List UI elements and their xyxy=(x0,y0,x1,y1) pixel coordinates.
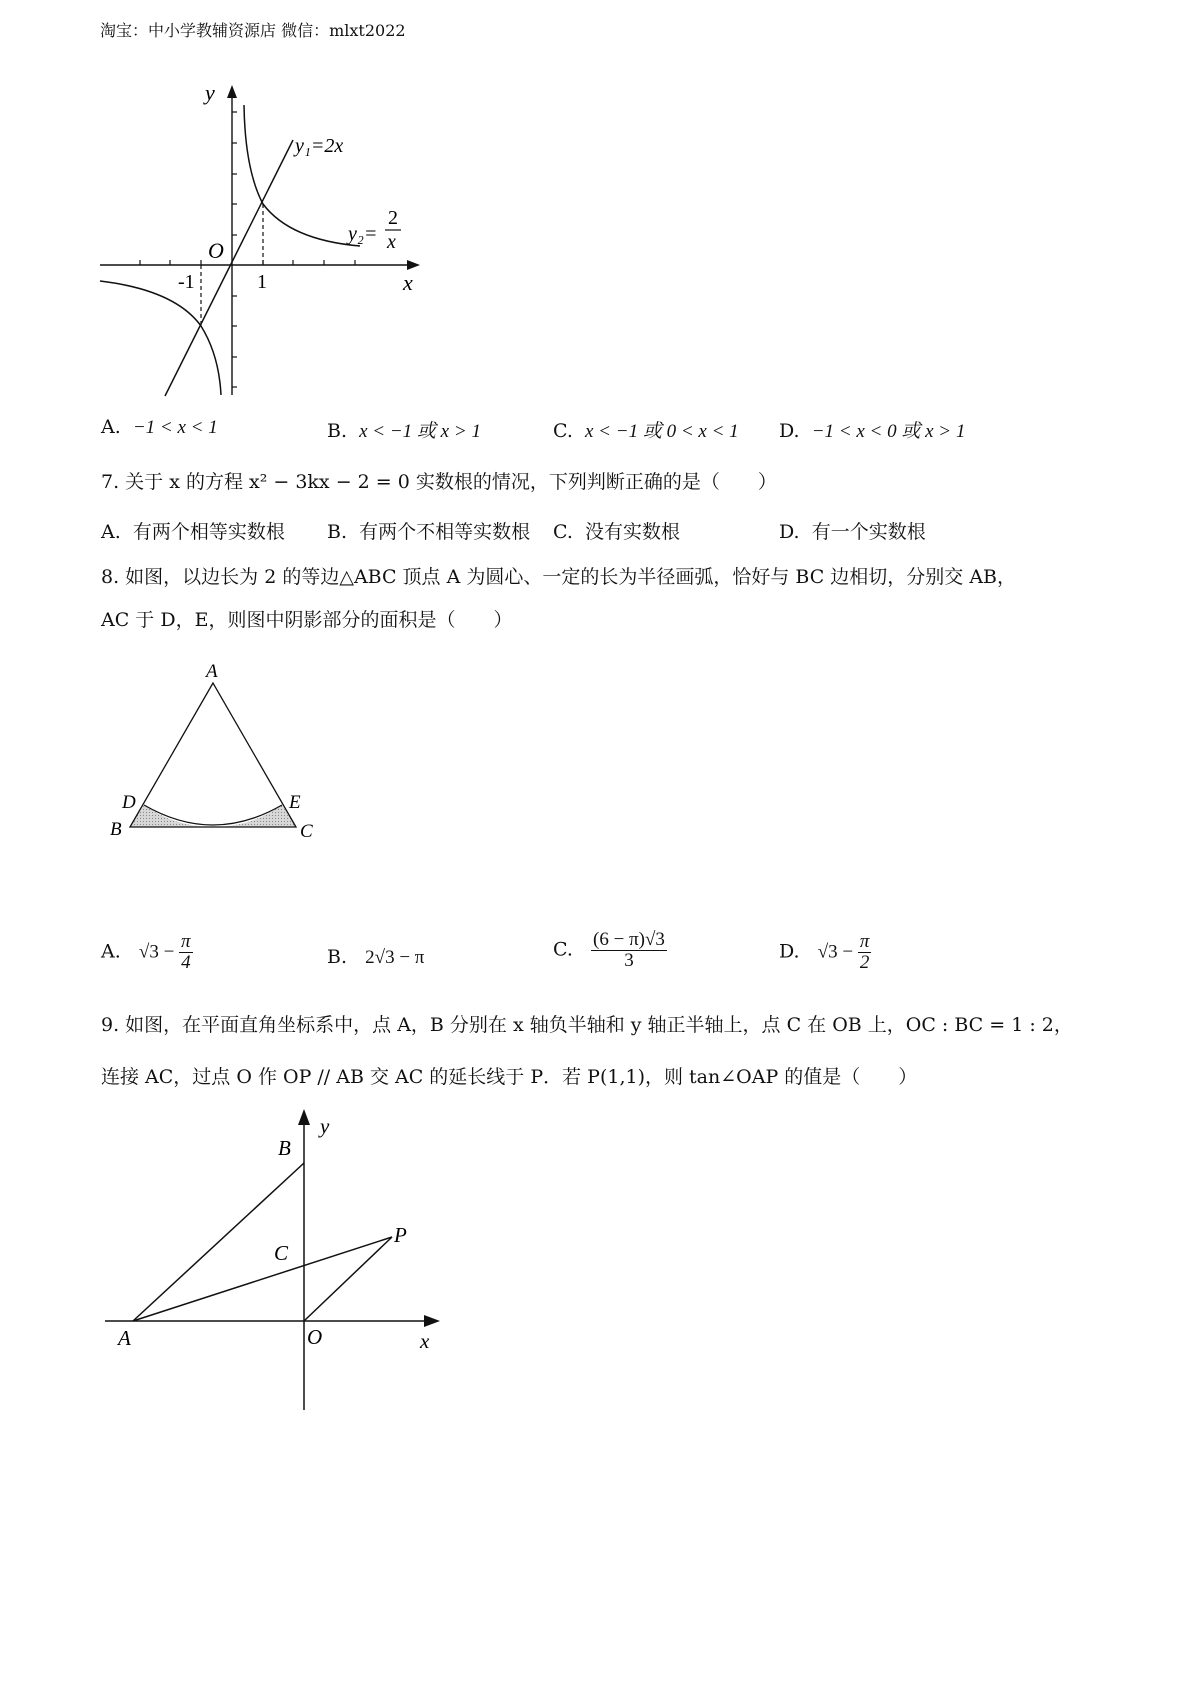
q8-option-a[interactable]: A. √3 − $\frac{\pi}{4}$ xyxy=(101,931,191,973)
y-axis-arrow xyxy=(227,85,237,98)
x-axis-arrow xyxy=(407,260,420,270)
x-axis-label: x xyxy=(420,1329,430,1353)
point-label-e: E xyxy=(289,792,301,813)
x-axis-arrow xyxy=(424,1315,440,1327)
hyperbola-branch-right xyxy=(244,105,360,246)
q8-stem-line1: 8. 如图，以边长为 2 的等边△ABC 顶点 A 为圆心、一定的长为半径画弧，恰好与 BC 边相切，分别交 AB， xyxy=(101,566,1017,588)
y-axis-arrow xyxy=(298,1109,310,1125)
point-label-c: C xyxy=(300,821,313,842)
page-header: 淘宝：中小学教辅资源店 微信：mlxt2022 xyxy=(100,21,406,40)
curve-label: y₂= xyxy=(348,223,378,245)
x-axis-label: x xyxy=(403,270,413,295)
point-label-b: B xyxy=(110,819,122,840)
hyperbola-branch-left xyxy=(100,281,221,395)
segment-ap xyxy=(133,1237,392,1321)
q8-option-c[interactable]: C. $\frac{(6 - \pi)√3}{3}$ xyxy=(553,929,665,971)
point-label-p: P xyxy=(394,1223,407,1247)
q8-option-d[interactable]: D. √3 − $\frac{\pi}{2}$ xyxy=(779,931,870,973)
y-axis-label: y xyxy=(205,80,215,105)
q7-option-b[interactable]: B. 有两个不相等实数根 xyxy=(327,521,531,543)
origin-label: O xyxy=(208,238,224,263)
q9-stem-line1: 9. 如图，在平面直角坐标系中，点 A，B 分别在 x 轴负半轴和 y 轴正半轴上，点 C 在 OB 上，OC : BC = 1 : 2， xyxy=(101,1014,1073,1036)
q8-option-b[interactable]: B. 2√3 − π xyxy=(327,946,425,968)
q8-triangle-figure xyxy=(100,655,330,845)
line-y1 xyxy=(165,140,293,396)
curve-label-num: 2 xyxy=(388,207,398,229)
point-label-c: C xyxy=(274,1241,289,1265)
point-label-d: D xyxy=(122,792,136,813)
q6-option-b[interactable]: B. x < −1 或 x > 1 xyxy=(327,420,481,442)
q6-option-a[interactable]: A. −1 < x < 1 xyxy=(101,416,218,438)
q8-stem-line2: AC 于 D，E，则图中阴影部分的面积是（ ） xyxy=(101,609,513,631)
tick-label-neg1: -1 xyxy=(178,271,195,293)
q6-option-c[interactable]: C. x < −1 或 0 < x < 1 xyxy=(553,420,739,442)
y-axis-label: y xyxy=(320,1114,330,1138)
q7-option-a[interactable]: A. 有两个相等实数根 xyxy=(101,521,285,543)
tick-label-1: 1 xyxy=(257,271,267,293)
y-ticks xyxy=(232,112,237,387)
q7-option-c[interactable]: C. 没有实数根 xyxy=(553,521,681,543)
q9-stem-line2: 连接 AC，过点 O 作 OP // AB 交 AC 的延长线于 P．若 P(1,1)，则 tan∠OAP 的值是（ ） xyxy=(101,1066,918,1088)
q6-option-d[interactable]: D. −1 < x < 0 或 x > 1 xyxy=(779,420,966,442)
origin-label: O xyxy=(307,1325,323,1349)
q9-coordinate-figure xyxy=(100,1105,450,1415)
q6-graph xyxy=(95,80,435,400)
segment-op xyxy=(304,1237,392,1321)
point-label-b: B xyxy=(278,1136,291,1160)
point-label-a: A xyxy=(118,1326,131,1350)
line-label: y₁=2x xyxy=(295,135,344,157)
point-label-a: A xyxy=(206,661,218,682)
q7-option-d[interactable]: D. 有一个实数根 xyxy=(779,521,926,543)
triangle-abc xyxy=(130,683,296,827)
q7-stem: 7. 关于 x 的方程 x² − 3kx − 2 = 0 实数根的情况，下列判断正确的是（ ） xyxy=(101,471,777,493)
x-ticks xyxy=(140,260,355,265)
curve-label-den: x xyxy=(387,231,396,253)
